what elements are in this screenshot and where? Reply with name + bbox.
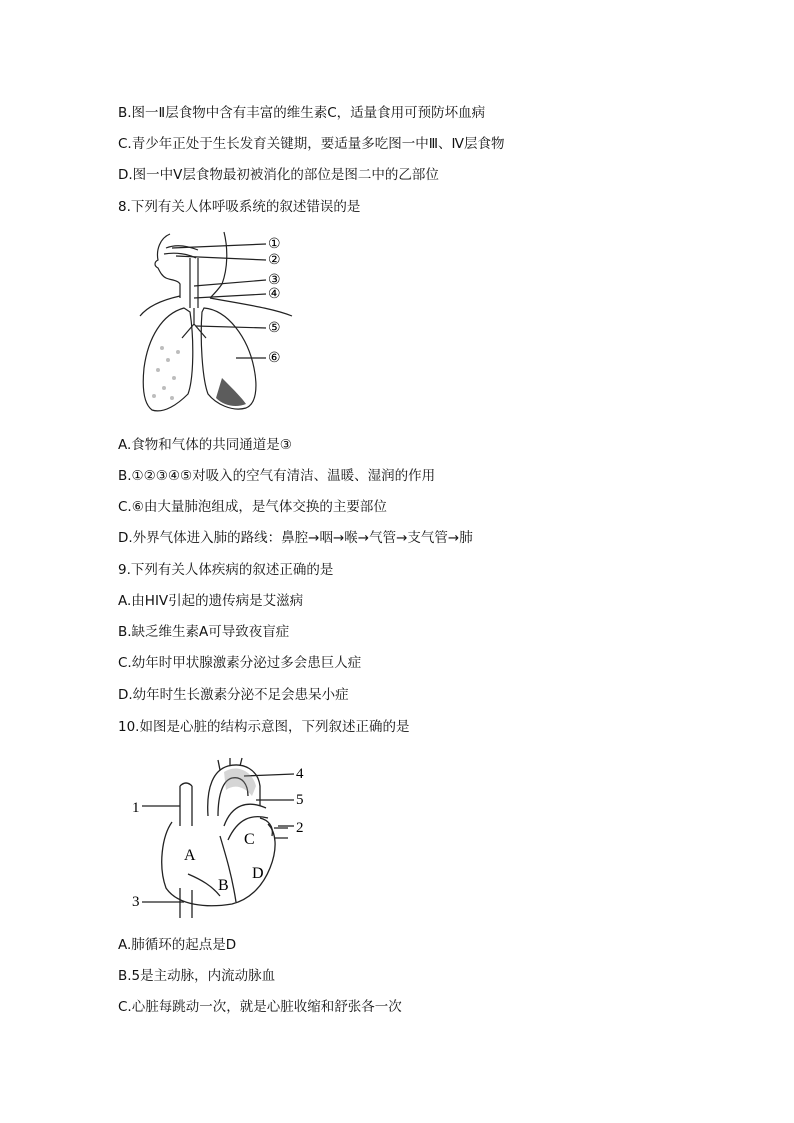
heart-label: 4 [296,766,304,782]
lung-label: ① [268,237,281,252]
option-text: B.5是主动脉，内流动脉血 [118,968,276,984]
lung-label: ② [268,253,281,268]
question-8-stem: 8.下列有关人体呼吸系统的叙述错误的是 [118,199,361,215]
question-9-stem: 9.下列有关人体疾病的叙述正确的是 [118,562,334,578]
lung-label: ③ [268,273,281,288]
option-text: C.心脏每跳动一次，就是心脏收缩和舒张各一次 [118,999,402,1015]
heart-label: 1 [132,800,140,816]
option-text: A.食物和气体的共同通道是③ [118,437,292,453]
option-text: D.幼年时生长激素分泌不足会患呆小症 [118,687,349,703]
option-text: D.外界气体进入肺的路线：鼻腔→咽→喉→气管→支气管→肺 [118,530,473,546]
heart-label: 3 [132,894,140,910]
lung-label: ⑤ [268,321,281,336]
heart-chamber-label: C [244,831,255,848]
heart-label: 5 [296,792,304,808]
option-text: C.青少年正处于生长发育关键期，要适量多吃图一中Ⅲ、Ⅳ层食物 [118,136,505,152]
option-text: B.缺乏维生素A可导致夜盲症 [118,624,290,640]
option-text: A.肺循环的起点是D [118,937,237,953]
option-text: B.图一Ⅱ层食物中含有丰富的维生素C，适量食用可预防坏血病 [118,105,486,121]
option-text: D.图一中Ⅴ层食物最初被消化的部位是图二中的乙部位 [118,167,439,183]
heart-chamber-label: B [218,877,229,894]
option-text: C.幼年时甲状腺激素分泌过多会患巨人症 [118,655,362,671]
lung-label: ④ [268,287,281,302]
heart-chamber-label: A [184,847,196,864]
heart-chamber-label: D [252,865,264,882]
lung-label: ⑥ [268,351,281,366]
question-10-stem: 10.如图是心脏的结构示意图，下列叙述正确的是 [118,719,410,735]
option-text: A.由HIV引起的遗传病是艾滋病 [118,593,304,609]
respiratory-system-figure [132,228,302,418]
heart-structure-figure [128,756,318,920]
heart-label: 2 [296,820,304,836]
option-text: B.①②③④⑤对吸入的空气有清洁、温暖、湿润的作用 [118,468,436,484]
option-text: C.⑥由大量肺泡组成，是气体交换的主要部位 [118,499,387,515]
